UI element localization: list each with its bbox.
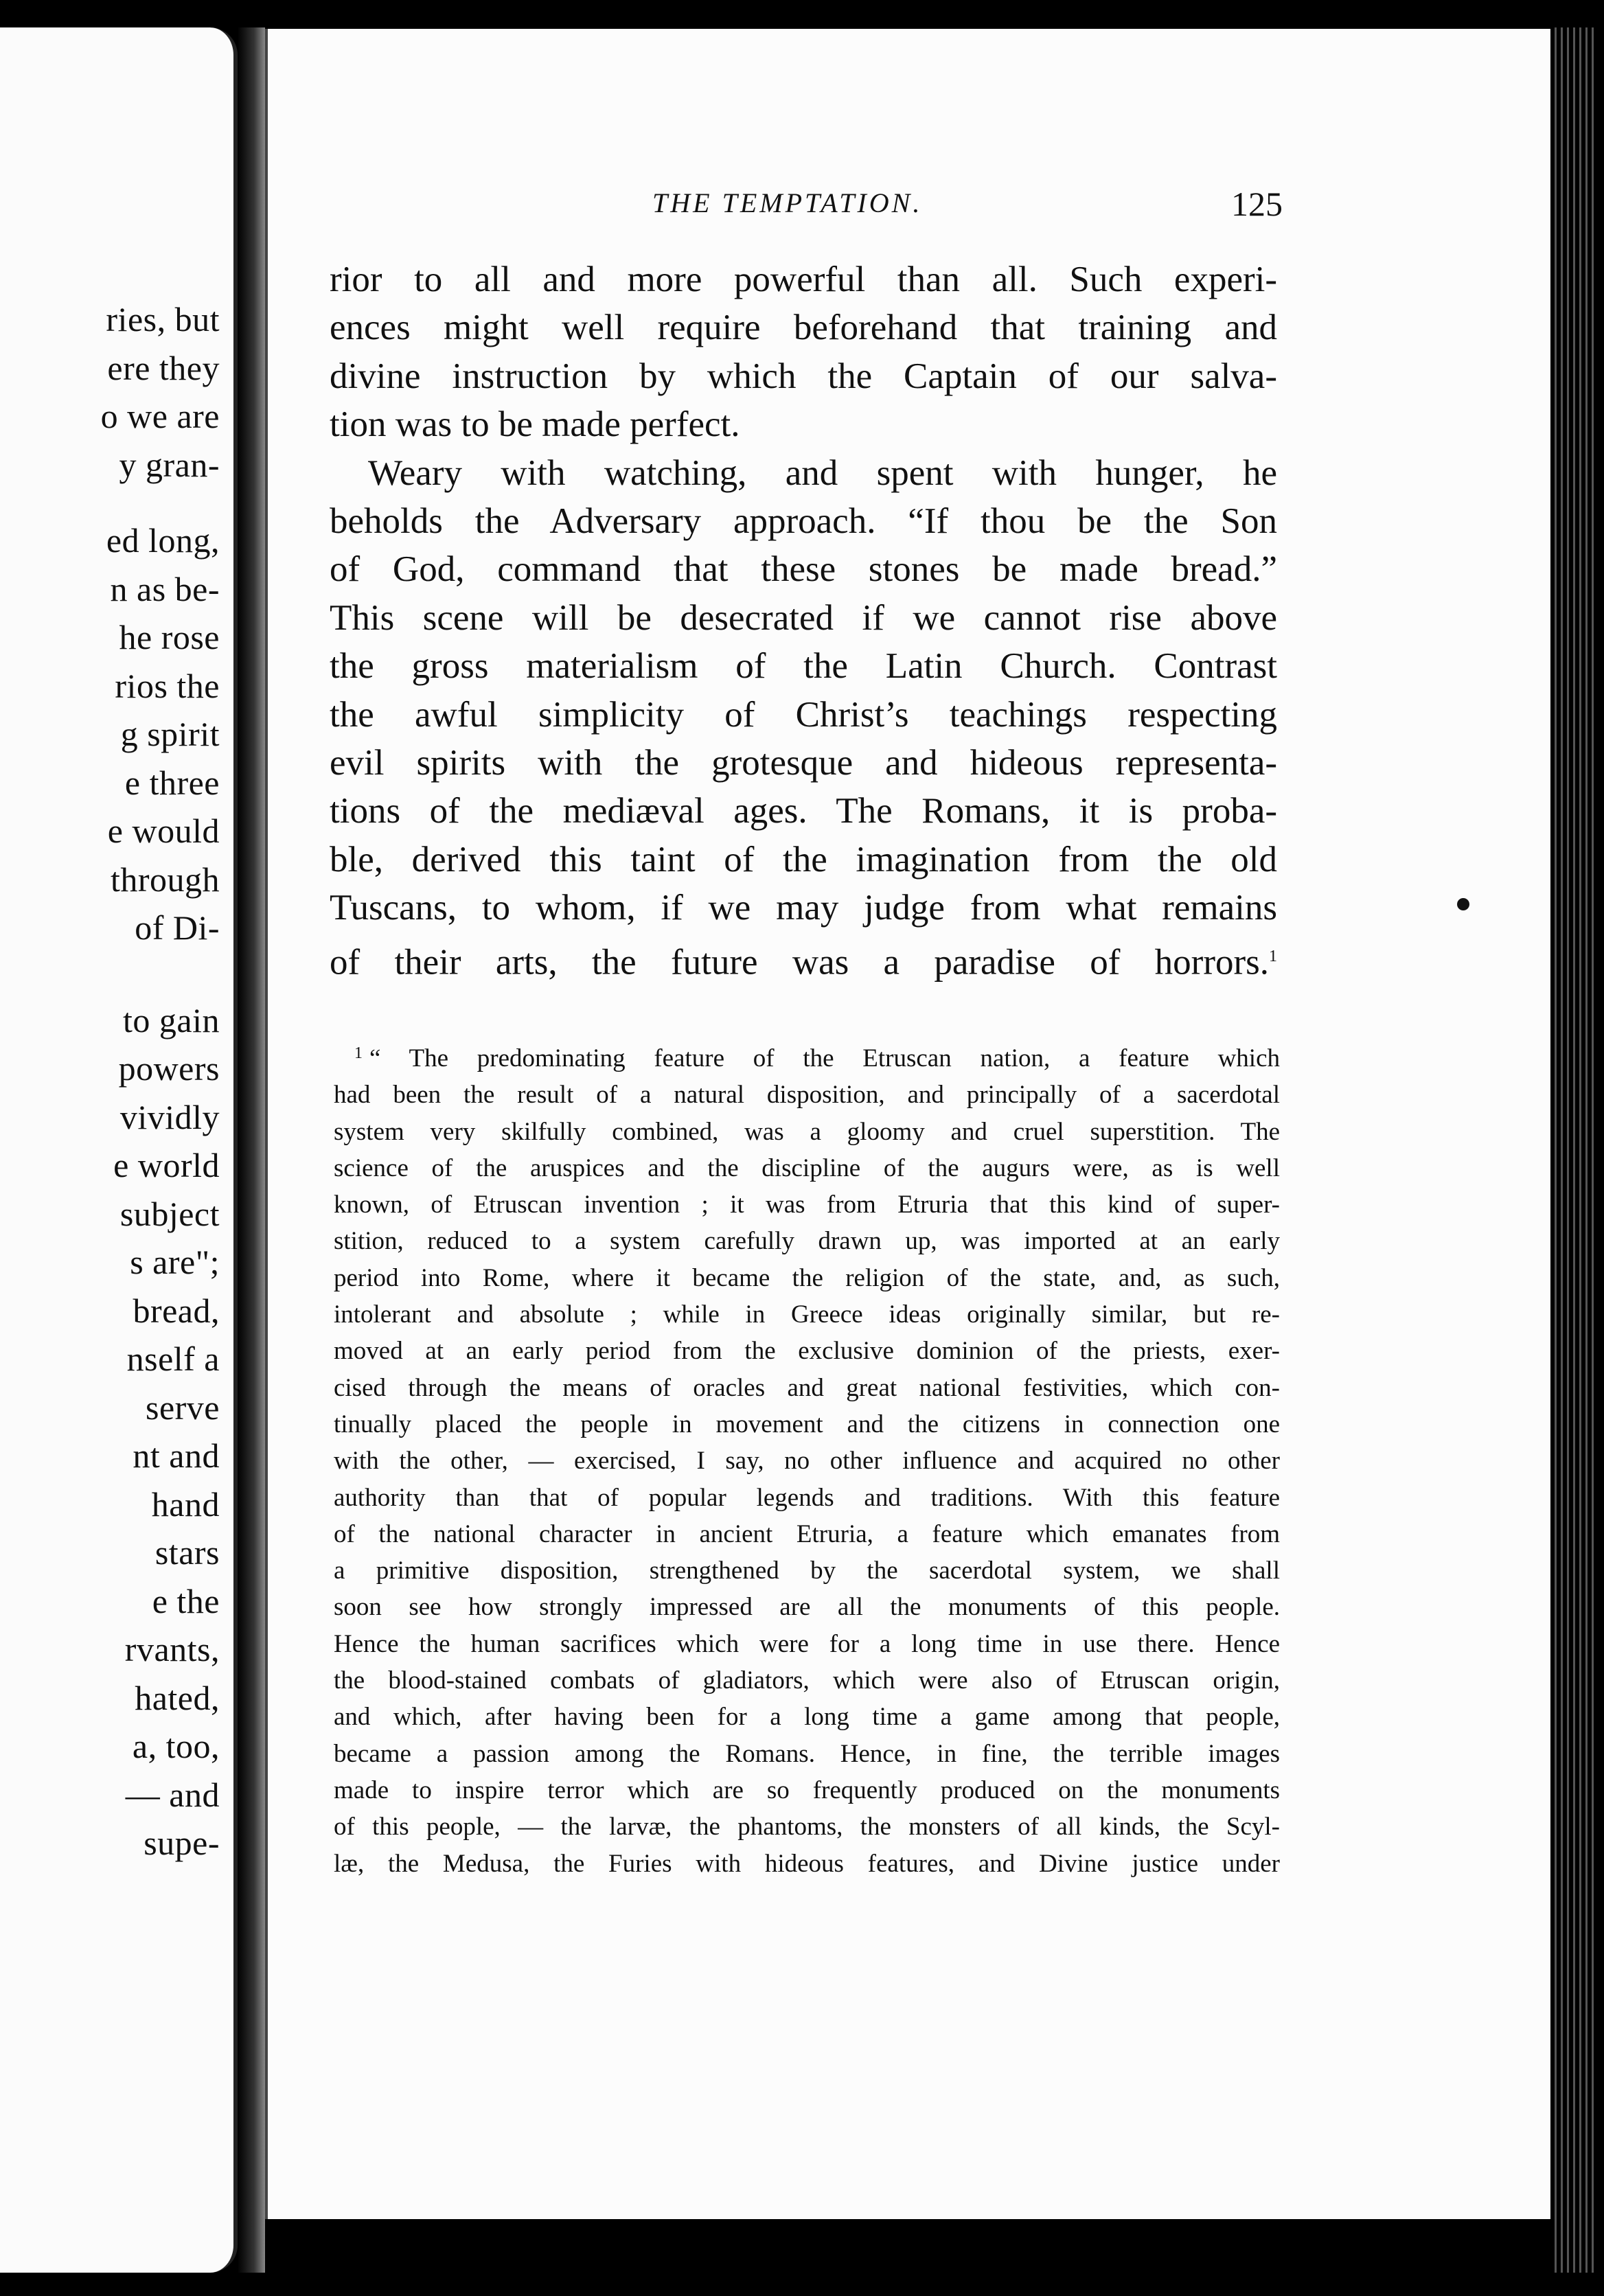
body-line: the awful simplicity of Christ’s teachings respecting <box>330 694 1277 735</box>
footnote-line: made to inspire terror which are so frequently produced on the monuments <box>334 1776 1280 1804</box>
body-line: of God, command that these stones be made bread.” <box>330 549 1277 590</box>
footnote-line-first <box>334 1035 1280 1077</box>
footnote-line: the blood-stained combats of gladiators, which were also of Etruscan origin, <box>334 1666 1280 1695</box>
left-line: vividly <box>119 1097 220 1136</box>
footnote-marker: 1 <box>354 1044 363 1062</box>
left-line: n as be- <box>110 569 220 608</box>
body-line: tion was to be made perfect. <box>330 404 740 445</box>
body-line: Weary with watching, and spent with hunger, he <box>368 452 1277 493</box>
body-line: the gross materialism of the Latin Church. Contrast <box>330 646 1277 687</box>
footnote-line: soon see how strongly impressed are all the monuments of this people. <box>334 1593 1280 1622</box>
left-line: rios the <box>115 666 220 705</box>
footnote-reference: 1 <box>1269 947 1277 965</box>
body-line-text: of their arts, the future was a paradise of horrors. <box>330 942 1269 983</box>
left-line: to gain <box>123 1000 220 1040</box>
body-line: Tuscans, to whom, if we may judge from what remains <box>330 888 1277 928</box>
footnote-line: and which, after having been for a long time a game among that people, <box>334 1703 1280 1732</box>
footnote <box>334 1035 1280 1882</box>
footnote-line: science of the aruspices and the discipline of the augurs were, as is well <box>334 1153 1280 1182</box>
footnote-line: known, of Etruscan invention ; it was from Etruria that this kind of super- <box>334 1191 1280 1219</box>
left-line: of Di- <box>135 908 220 947</box>
page-header <box>391 184 1283 232</box>
left-line: supe- <box>144 1824 220 1862</box>
left-line: stars <box>154 1533 220 1572</box>
left-line: subject <box>119 1194 220 1233</box>
left-line: o we are <box>100 397 220 435</box>
ink-speck-icon <box>1457 898 1469 910</box>
left-line: e the <box>152 1581 220 1620</box>
body-line: tions of the mediæval ages. The Romans, it is proba- <box>330 791 1277 831</box>
footnote-line: tinually placed the people in movement and the citizens in connection one <box>334 1410 1280 1438</box>
left-line: hated, <box>135 1678 220 1717</box>
left-line: serve <box>146 1388 220 1427</box>
left-line: y gran- <box>119 445 220 484</box>
footnote-line: authority than that of popular legends and traditions. With this feature <box>334 1483 1280 1512</box>
page-edges <box>1550 27 1594 2273</box>
book-gutter <box>238 27 265 2273</box>
left-line: ed long, <box>106 521 220 560</box>
left-line: — and <box>125 1775 220 1814</box>
footnote-line: had been the result of a natural disposition, and principally of a sacerdotal <box>334 1081 1280 1110</box>
left-line: nt and <box>133 1436 220 1475</box>
left-line: e three <box>124 763 220 802</box>
left-line: hand <box>151 1484 220 1524</box>
body-text <box>330 255 1277 987</box>
left-line: rvants, <box>124 1630 220 1668</box>
footnote-line: læ, the Medusa, the Furies with hideous features, and Divine justice under <box>334 1849 1280 1878</box>
left-line: through <box>110 860 220 899</box>
footnote-line: a primitive disposition, strengthened by the sacerdotal system, we shall <box>334 1557 1280 1585</box>
left-line: nself a <box>126 1340 220 1378</box>
footnote-line: moved at an early period from the exclusive dominion of the priests, exer- <box>334 1337 1280 1366</box>
footnote-line: of the national character in ancient Etruria, a feature which emanates from <box>334 1519 1280 1548</box>
left-line: e world <box>113 1146 220 1184</box>
footnote-line: became a passion among the Romans. Hence, in fine, the terrible images <box>334 1739 1280 1768</box>
footnote-line: of this people, — the larvæ, the phantoms, the monsters of all kinds, the Scyl- <box>334 1813 1280 1841</box>
body-line: ble, derived this taint of the imagination from the old <box>330 839 1277 880</box>
footnote-line: stition, reduced to a system carefully drawn up, was imported at an early <box>334 1227 1280 1256</box>
left-line: s are"; <box>130 1243 220 1281</box>
footnote-line: Hence the human sacrifices which were for a long time in use there. Hence <box>334 1629 1280 1658</box>
left-line: ere they <box>107 348 220 387</box>
body-line: divine instruction by which the Captain of our salva- <box>330 356 1277 396</box>
body-line-last <box>330 932 1277 987</box>
footnote-line: with the other, — exercised, I say, no other influence and acquired no other <box>334 1447 1280 1476</box>
running-head: THE TEMPTATION. <box>652 187 923 218</box>
footnote-line-text: “ The predominating feature of the Etruscan nation, a feature which <box>369 1044 1280 1072</box>
body-line: This scene will be desecrated if we cannot rise above <box>330 597 1277 638</box>
left-line: e would <box>107 812 220 850</box>
left-line: ries, but <box>106 300 220 338</box>
left-line: bread, <box>133 1291 220 1330</box>
footnote-line: cised through the means of oracles and great national festivities, which con- <box>334 1373 1280 1402</box>
previous-page-fragment <box>0 27 238 2273</box>
body-line: rior to all and more powerful than all. Such experi- <box>330 260 1277 299</box>
footnote-line: intolerant and absolute ; while in Greece ideas originally similar, but re- <box>334 1300 1280 1329</box>
left-line: a, too, <box>132 1727 220 1765</box>
footnote-line: period into Rome, where it became the religion of the state, and, as such, <box>334 1263 1280 1292</box>
body-line: evil spirits with the grotesque and hideous representa- <box>330 743 1277 783</box>
previous-page-text <box>101 295 220 1868</box>
left-line: g spirit <box>120 715 220 753</box>
footnote-line: system very skilfully combined, was a gloomy and cruel superstition. The <box>334 1117 1280 1146</box>
left-line: he rose <box>119 618 220 656</box>
page-number: 125 <box>1231 185 1283 223</box>
body-line: ences might well require beforehand that training and <box>330 308 1277 348</box>
left-line: powers <box>118 1049 220 1088</box>
body-line: beholds the Adversary approach. “If thou be the Son <box>330 501 1277 542</box>
